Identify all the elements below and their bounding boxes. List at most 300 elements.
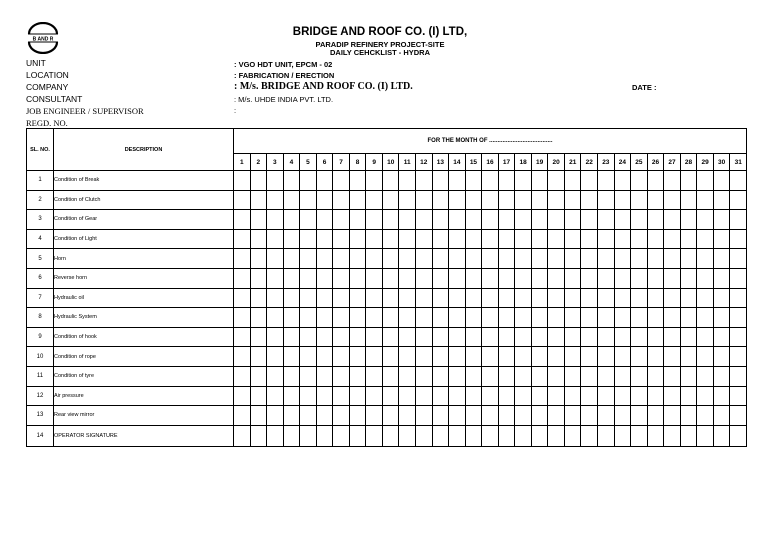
day-check-cell[interactable] <box>647 327 664 347</box>
day-check-cell[interactable] <box>598 386 615 406</box>
day-check-cell[interactable] <box>333 366 350 386</box>
day-check-cell[interactable] <box>564 268 581 288</box>
day-check-cell[interactable] <box>399 171 416 191</box>
day-check-cell[interactable] <box>515 171 532 191</box>
day-check-cell[interactable] <box>333 210 350 230</box>
day-check-cell[interactable] <box>697 268 714 288</box>
day-check-cell[interactable] <box>614 308 631 328</box>
day-check-cell[interactable] <box>498 249 515 269</box>
day-check-cell[interactable] <box>664 171 681 191</box>
day-check-cell[interactable] <box>730 229 747 249</box>
day-check-cell[interactable] <box>581 347 598 367</box>
day-check-cell[interactable] <box>548 249 565 269</box>
day-check-cell[interactable] <box>647 229 664 249</box>
day-check-cell[interactable] <box>697 308 714 328</box>
day-check-cell[interactable] <box>283 229 300 249</box>
day-check-cell[interactable] <box>416 288 433 308</box>
day-check-cell[interactable] <box>250 171 267 191</box>
day-check-cell[interactable] <box>449 366 466 386</box>
day-check-cell[interactable] <box>515 249 532 269</box>
day-check-cell[interactable] <box>564 425 581 446</box>
day-check-cell[interactable] <box>564 366 581 386</box>
day-check-cell[interactable] <box>382 327 399 347</box>
day-check-cell[interactable] <box>300 347 317 367</box>
day-check-cell[interactable] <box>300 425 317 446</box>
day-check-cell[interactable] <box>382 308 399 328</box>
day-check-cell[interactable] <box>234 229 251 249</box>
day-check-cell[interactable] <box>333 386 350 406</box>
day-check-cell[interactable] <box>482 288 499 308</box>
day-check-cell[interactable] <box>680 190 697 210</box>
day-check-cell[interactable] <box>267 210 284 230</box>
day-check-cell[interactable] <box>366 210 383 230</box>
day-check-cell[interactable] <box>349 268 366 288</box>
day-check-cell[interactable] <box>680 171 697 191</box>
day-check-cell[interactable] <box>515 288 532 308</box>
day-check-cell[interactable] <box>515 425 532 446</box>
day-check-cell[interactable] <box>564 171 581 191</box>
day-check-cell[interactable] <box>250 406 267 426</box>
day-check-cell[interactable] <box>250 308 267 328</box>
day-check-cell[interactable] <box>416 406 433 426</box>
day-check-cell[interactable] <box>250 268 267 288</box>
day-check-cell[interactable] <box>449 327 466 347</box>
day-check-cell[interactable] <box>515 347 532 367</box>
day-check-cell[interactable] <box>333 308 350 328</box>
day-check-cell[interactable] <box>250 288 267 308</box>
day-check-cell[interactable] <box>449 210 466 230</box>
day-check-cell[interactable] <box>498 327 515 347</box>
day-check-cell[interactable] <box>283 210 300 230</box>
day-check-cell[interactable] <box>598 171 615 191</box>
day-check-cell[interactable] <box>234 288 251 308</box>
day-check-cell[interactable] <box>267 171 284 191</box>
day-check-cell[interactable] <box>730 308 747 328</box>
day-check-cell[interactable] <box>465 210 482 230</box>
day-check-cell[interactable] <box>349 366 366 386</box>
day-check-cell[interactable] <box>399 366 416 386</box>
day-check-cell[interactable] <box>631 268 648 288</box>
day-check-cell[interactable] <box>531 288 548 308</box>
day-check-cell[interactable] <box>614 190 631 210</box>
day-check-cell[interactable] <box>581 288 598 308</box>
day-check-cell[interactable] <box>647 366 664 386</box>
day-check-cell[interactable] <box>234 249 251 269</box>
day-check-cell[interactable] <box>366 171 383 191</box>
day-check-cell[interactable] <box>614 249 631 269</box>
day-check-cell[interactable] <box>234 347 251 367</box>
day-check-cell[interactable] <box>498 386 515 406</box>
day-check-cell[interactable] <box>581 190 598 210</box>
day-check-cell[interactable] <box>713 288 730 308</box>
day-check-cell[interactable] <box>267 366 284 386</box>
day-check-cell[interactable] <box>713 190 730 210</box>
day-check-cell[interactable] <box>267 327 284 347</box>
day-check-cell[interactable] <box>283 386 300 406</box>
day-check-cell[interactable] <box>730 249 747 269</box>
day-check-cell[interactable] <box>581 268 598 288</box>
day-check-cell[interactable] <box>366 249 383 269</box>
day-check-cell[interactable] <box>416 249 433 269</box>
day-check-cell[interactable] <box>283 366 300 386</box>
day-check-cell[interactable] <box>680 249 697 269</box>
day-check-cell[interactable] <box>465 229 482 249</box>
day-check-cell[interactable] <box>382 386 399 406</box>
day-check-cell[interactable] <box>680 366 697 386</box>
day-check-cell[interactable] <box>250 249 267 269</box>
day-check-cell[interactable] <box>598 347 615 367</box>
day-check-cell[interactable] <box>250 327 267 347</box>
day-check-cell[interactable] <box>697 327 714 347</box>
day-check-cell[interactable] <box>234 171 251 191</box>
day-check-cell[interactable] <box>449 308 466 328</box>
day-check-cell[interactable] <box>333 406 350 426</box>
day-check-cell[interactable] <box>250 386 267 406</box>
day-check-cell[interactable] <box>482 210 499 230</box>
day-check-cell[interactable] <box>531 210 548 230</box>
day-check-cell[interactable] <box>449 386 466 406</box>
day-check-cell[interactable] <box>283 288 300 308</box>
day-check-cell[interactable] <box>647 171 664 191</box>
day-check-cell[interactable] <box>631 288 648 308</box>
day-check-cell[interactable] <box>515 327 532 347</box>
day-check-cell[interactable] <box>267 386 284 406</box>
day-check-cell[interactable] <box>680 268 697 288</box>
day-check-cell[interactable] <box>449 249 466 269</box>
day-check-cell[interactable] <box>432 308 449 328</box>
day-check-cell[interactable] <box>482 425 499 446</box>
day-check-cell[interactable] <box>598 210 615 230</box>
day-check-cell[interactable] <box>234 386 251 406</box>
day-check-cell[interactable] <box>382 210 399 230</box>
day-check-cell[interactable] <box>631 190 648 210</box>
day-check-cell[interactable] <box>531 347 548 367</box>
day-check-cell[interactable] <box>267 229 284 249</box>
day-check-cell[interactable] <box>598 229 615 249</box>
day-check-cell[interactable] <box>664 425 681 446</box>
day-check-cell[interactable] <box>432 347 449 367</box>
day-check-cell[interactable] <box>465 347 482 367</box>
day-check-cell[interactable] <box>713 268 730 288</box>
day-check-cell[interactable] <box>432 327 449 347</box>
day-check-cell[interactable] <box>382 171 399 191</box>
day-check-cell[interactable] <box>333 425 350 446</box>
day-check-cell[interactable] <box>234 425 251 446</box>
day-check-cell[interactable] <box>267 347 284 367</box>
day-check-cell[interactable] <box>548 229 565 249</box>
day-check-cell[interactable] <box>416 210 433 230</box>
day-check-cell[interactable] <box>564 288 581 308</box>
day-check-cell[interactable] <box>531 308 548 328</box>
day-check-cell[interactable] <box>432 249 449 269</box>
day-check-cell[interactable] <box>564 308 581 328</box>
day-check-cell[interactable] <box>631 229 648 249</box>
day-check-cell[interactable] <box>382 190 399 210</box>
day-check-cell[interactable] <box>349 425 366 446</box>
day-check-cell[interactable] <box>697 366 714 386</box>
day-check-cell[interactable] <box>531 386 548 406</box>
day-check-cell[interactable] <box>449 425 466 446</box>
day-check-cell[interactable] <box>449 190 466 210</box>
day-check-cell[interactable] <box>564 406 581 426</box>
day-check-cell[interactable] <box>564 347 581 367</box>
day-check-cell[interactable] <box>680 308 697 328</box>
day-check-cell[interactable] <box>267 288 284 308</box>
day-check-cell[interactable] <box>283 425 300 446</box>
day-check-cell[interactable] <box>664 386 681 406</box>
day-check-cell[interactable] <box>647 210 664 230</box>
day-check-cell[interactable] <box>730 366 747 386</box>
day-check-cell[interactable] <box>399 268 416 288</box>
day-check-cell[interactable] <box>498 308 515 328</box>
day-check-cell[interactable] <box>531 171 548 191</box>
day-check-cell[interactable] <box>581 210 598 230</box>
day-check-cell[interactable] <box>382 425 399 446</box>
day-check-cell[interactable] <box>250 190 267 210</box>
day-check-cell[interactable] <box>664 327 681 347</box>
day-check-cell[interactable] <box>614 386 631 406</box>
day-check-cell[interactable] <box>399 347 416 367</box>
day-check-cell[interactable] <box>548 171 565 191</box>
day-check-cell[interactable] <box>647 425 664 446</box>
day-check-cell[interactable] <box>598 366 615 386</box>
day-check-cell[interactable] <box>416 190 433 210</box>
day-check-cell[interactable] <box>250 229 267 249</box>
day-check-cell[interactable] <box>730 190 747 210</box>
day-check-cell[interactable] <box>631 366 648 386</box>
day-check-cell[interactable] <box>416 366 433 386</box>
day-check-cell[interactable] <box>680 327 697 347</box>
day-check-cell[interactable] <box>366 288 383 308</box>
day-check-cell[interactable] <box>548 327 565 347</box>
day-check-cell[interactable] <box>581 229 598 249</box>
day-check-cell[interactable] <box>465 171 482 191</box>
day-check-cell[interactable] <box>482 268 499 288</box>
day-check-cell[interactable] <box>631 210 648 230</box>
day-check-cell[interactable] <box>465 190 482 210</box>
day-check-cell[interactable] <box>465 249 482 269</box>
day-check-cell[interactable] <box>300 308 317 328</box>
day-check-cell[interactable] <box>399 425 416 446</box>
day-check-cell[interactable] <box>581 406 598 426</box>
day-check-cell[interactable] <box>316 229 333 249</box>
day-check-cell[interactable] <box>399 229 416 249</box>
day-check-cell[interactable] <box>316 249 333 269</box>
day-check-cell[interactable] <box>333 229 350 249</box>
day-check-cell[interactable] <box>581 386 598 406</box>
day-check-cell[interactable] <box>614 366 631 386</box>
day-check-cell[interactable] <box>564 229 581 249</box>
day-check-cell[interactable] <box>564 210 581 230</box>
day-check-cell[interactable] <box>399 327 416 347</box>
day-check-cell[interactable] <box>614 406 631 426</box>
day-check-cell[interactable] <box>316 425 333 446</box>
day-check-cell[interactable] <box>598 190 615 210</box>
day-check-cell[interactable] <box>333 327 350 347</box>
day-check-cell[interactable] <box>697 386 714 406</box>
day-check-cell[interactable] <box>680 406 697 426</box>
day-check-cell[interactable] <box>382 268 399 288</box>
day-check-cell[interactable] <box>432 190 449 210</box>
day-check-cell[interactable] <box>234 190 251 210</box>
day-check-cell[interactable] <box>349 288 366 308</box>
day-check-cell[interactable] <box>316 171 333 191</box>
day-check-cell[interactable] <box>267 406 284 426</box>
day-check-cell[interactable] <box>498 171 515 191</box>
day-check-cell[interactable] <box>713 327 730 347</box>
day-check-cell[interactable] <box>300 386 317 406</box>
day-check-cell[interactable] <box>647 406 664 426</box>
day-check-cell[interactable] <box>267 425 284 446</box>
day-check-cell[interactable] <box>449 406 466 426</box>
day-check-cell[interactable] <box>631 249 648 269</box>
day-check-cell[interactable] <box>300 268 317 288</box>
day-check-cell[interactable] <box>647 386 664 406</box>
day-check-cell[interactable] <box>366 425 383 446</box>
day-check-cell[interactable] <box>416 425 433 446</box>
day-check-cell[interactable] <box>399 288 416 308</box>
day-check-cell[interactable] <box>713 406 730 426</box>
day-check-cell[interactable] <box>482 327 499 347</box>
day-check-cell[interactable] <box>730 288 747 308</box>
day-check-cell[interactable] <box>531 327 548 347</box>
day-check-cell[interactable] <box>465 288 482 308</box>
day-check-cell[interactable] <box>697 425 714 446</box>
day-check-cell[interactable] <box>432 210 449 230</box>
day-check-cell[interactable] <box>349 308 366 328</box>
day-check-cell[interactable] <box>300 288 317 308</box>
day-check-cell[interactable] <box>465 308 482 328</box>
day-check-cell[interactable] <box>300 327 317 347</box>
day-check-cell[interactable] <box>680 229 697 249</box>
day-check-cell[interactable] <box>647 249 664 269</box>
day-check-cell[interactable] <box>267 268 284 288</box>
day-check-cell[interactable] <box>382 347 399 367</box>
day-check-cell[interactable] <box>614 171 631 191</box>
day-check-cell[interactable] <box>482 229 499 249</box>
day-check-cell[interactable] <box>465 406 482 426</box>
day-check-cell[interactable] <box>283 308 300 328</box>
day-check-cell[interactable] <box>697 288 714 308</box>
day-check-cell[interactable] <box>647 190 664 210</box>
day-check-cell[interactable] <box>250 366 267 386</box>
day-check-cell[interactable] <box>349 171 366 191</box>
day-check-cell[interactable] <box>300 210 317 230</box>
day-check-cell[interactable] <box>614 229 631 249</box>
day-check-cell[interactable] <box>416 327 433 347</box>
day-check-cell[interactable] <box>631 406 648 426</box>
day-check-cell[interactable] <box>730 347 747 367</box>
day-check-cell[interactable] <box>531 406 548 426</box>
day-check-cell[interactable] <box>730 425 747 446</box>
day-check-cell[interactable] <box>432 406 449 426</box>
day-check-cell[interactable] <box>382 406 399 426</box>
day-check-cell[interactable] <box>498 210 515 230</box>
day-check-cell[interactable] <box>416 268 433 288</box>
day-check-cell[interactable] <box>482 347 499 367</box>
day-check-cell[interactable] <box>349 327 366 347</box>
day-check-cell[interactable] <box>300 190 317 210</box>
day-check-cell[interactable] <box>267 308 284 328</box>
day-check-cell[interactable] <box>465 327 482 347</box>
day-check-cell[interactable] <box>531 268 548 288</box>
day-check-cell[interactable] <box>515 268 532 288</box>
day-check-cell[interactable] <box>399 386 416 406</box>
day-check-cell[interactable] <box>581 366 598 386</box>
day-check-cell[interactable] <box>432 229 449 249</box>
day-check-cell[interactable] <box>647 288 664 308</box>
day-check-cell[interactable] <box>548 190 565 210</box>
day-check-cell[interactable] <box>382 249 399 269</box>
day-check-cell[interactable] <box>598 308 615 328</box>
day-check-cell[interactable] <box>465 366 482 386</box>
day-check-cell[interactable] <box>316 327 333 347</box>
day-check-cell[interactable] <box>515 308 532 328</box>
day-check-cell[interactable] <box>300 406 317 426</box>
day-check-cell[interactable] <box>382 288 399 308</box>
day-check-cell[interactable] <box>234 308 251 328</box>
day-check-cell[interactable] <box>730 210 747 230</box>
day-check-cell[interactable] <box>515 190 532 210</box>
day-check-cell[interactable] <box>564 249 581 269</box>
day-check-cell[interactable] <box>316 210 333 230</box>
day-check-cell[interactable] <box>548 425 565 446</box>
day-check-cell[interactable] <box>730 327 747 347</box>
day-check-cell[interactable] <box>366 190 383 210</box>
day-check-cell[interactable] <box>250 347 267 367</box>
day-check-cell[interactable] <box>250 425 267 446</box>
day-check-cell[interactable] <box>234 327 251 347</box>
day-check-cell[interactable] <box>366 268 383 288</box>
day-check-cell[interactable] <box>333 288 350 308</box>
day-check-cell[interactable] <box>366 366 383 386</box>
day-check-cell[interactable] <box>349 190 366 210</box>
day-check-cell[interactable] <box>548 386 565 406</box>
day-check-cell[interactable] <box>664 366 681 386</box>
day-check-cell[interactable] <box>349 229 366 249</box>
day-check-cell[interactable] <box>548 366 565 386</box>
day-check-cell[interactable] <box>498 268 515 288</box>
day-check-cell[interactable] <box>647 268 664 288</box>
day-check-cell[interactable] <box>366 386 383 406</box>
day-check-cell[interactable] <box>349 249 366 269</box>
day-check-cell[interactable] <box>449 288 466 308</box>
day-check-cell[interactable] <box>581 327 598 347</box>
day-check-cell[interactable] <box>366 347 383 367</box>
day-check-cell[interactable] <box>283 268 300 288</box>
day-check-cell[interactable] <box>333 190 350 210</box>
day-check-cell[interactable] <box>680 347 697 367</box>
day-check-cell[interactable] <box>283 327 300 347</box>
day-check-cell[interactable] <box>581 171 598 191</box>
day-check-cell[interactable] <box>647 308 664 328</box>
day-check-cell[interactable] <box>614 210 631 230</box>
day-check-cell[interactable] <box>498 229 515 249</box>
day-check-cell[interactable] <box>333 171 350 191</box>
day-check-cell[interactable] <box>598 268 615 288</box>
day-check-cell[interactable] <box>730 171 747 191</box>
day-check-cell[interactable] <box>482 249 499 269</box>
day-check-cell[interactable] <box>482 386 499 406</box>
day-check-cell[interactable] <box>300 249 317 269</box>
day-check-cell[interactable] <box>482 190 499 210</box>
day-check-cell[interactable] <box>664 210 681 230</box>
day-check-cell[interactable] <box>614 327 631 347</box>
day-check-cell[interactable] <box>680 288 697 308</box>
day-check-cell[interactable] <box>333 249 350 269</box>
day-check-cell[interactable] <box>697 249 714 269</box>
day-check-cell[interactable] <box>631 308 648 328</box>
